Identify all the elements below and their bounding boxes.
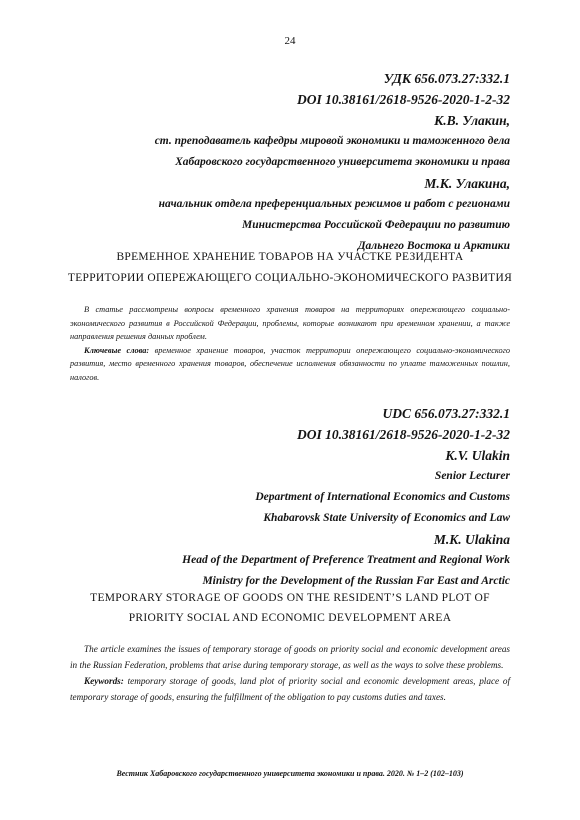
en-doi: DOI 10.38161/2618-9526-2020-1-2-32	[297, 427, 510, 442]
en-author2-affiliation: Ministry for the Development of the Russian Far East and Arctic	[202, 575, 510, 587]
ru-author2-name: М.К. Улакина,	[424, 176, 510, 191]
en-author1-affiliation: Khabarovsk State University of Economics and Law	[263, 512, 510, 524]
ru-title-line-2: ТЕРРИТОРИИ ОПЕРЕЖАЮЩЕГО СОЦИАЛЬНО-ЭКОНОМИЧЕСКОГО РАЗВИТИЯ	[67, 272, 513, 284]
en-keywords-text: temporary storage of goods, land plot of priority social and economic development areas, place of temporary storage of goods, ensuring the fulfillment of the obligation to pay customs duties and taxes.	[70, 676, 510, 702]
ru-author2-affiliation-2: Дальнего Востока и Арктики	[357, 240, 510, 252]
journal-footer: Вестник Хабаровского государственного университета экономики и права. 2020. № 1–2 (102–103)	[116, 769, 464, 778]
en-header-block	[182, 403, 510, 592]
ru-abstract-block	[70, 303, 510, 384]
page-number: 24	[284, 35, 296, 47]
en-keywords-label: Keywords:	[84, 676, 124, 686]
ru-abstract: В статье рассмотрены вопросы временного хранения товаров на территориях опережающего социально-экономического развития в Российской Федерации, проблемы, которые возникают при временном хранении, а также направления решения данных проблем.	[70, 305, 510, 341]
en-author1-position: Senior Lecturer	[434, 470, 510, 482]
en-keywords	[70, 673, 510, 705]
ru-header-block	[155, 68, 510, 257]
en-author1-department: Department of International Economics and Customs	[255, 491, 510, 503]
ru-doi: DOI 10.38161/2618-9526-2020-1-2-32	[297, 92, 510, 107]
ru-keywords-text: временное хранение товаров, участок территории опережающего социально-экономического развития, место временного хранения товаров, обеспечение исполнения обязанности по уплате таможенных пошлин, налогов.	[70, 345, 510, 382]
ru-keywords	[70, 344, 510, 385]
ru-author2-position: начальник отдела преференциальных режимов и работ с регионами	[158, 198, 510, 210]
ru-author2-affiliation-1: Министерства Российской Федерации по развитию	[241, 219, 510, 231]
en-title-line-2: PRIORITY SOCIAL AND ECONOMIC DEVELOPMENT AREA	[128, 612, 452, 624]
en-udc: UDC 656.073.27:332.1	[382, 406, 510, 421]
en-abstract: The article examines the issues of temporary storage of goods on priority social and economic development areas in the Russian Federation, problems that arise during temporary storage, as well as the ways to solve these problems.	[70, 644, 510, 670]
ru-author1-affiliation: Хабаровского государственного университета экономики и права	[175, 156, 510, 168]
ru-udk: УДК 656.073.27:332.1	[383, 71, 510, 86]
en-author2-position: Head of the Department of Preference Treatment and Regional Work	[182, 554, 510, 566]
ru-keywords-label: Ключевые слова:	[84, 345, 150, 355]
ru-title-line-1: ВРЕМЕННОЕ ХРАНЕНИЕ ТОВАРОВ НА УЧАСТКЕ РЕЗИДЕНТА	[116, 251, 464, 263]
en-title-line-1: TEMPORARY STORAGE OF GOODS ON THE RESIDENT’S LAND PLOT OF	[90, 592, 490, 604]
en-author1-name: K.V. Ulakin	[445, 448, 510, 463]
ru-author1-name: К.В. Улакин,	[434, 113, 510, 128]
en-abstract-block	[70, 641, 510, 705]
ru-author1-position: ст. преподаватель кафедры мировой экономики и таможенного дела	[154, 135, 510, 147]
en-author2-name: M.K. Ulakina	[433, 532, 510, 547]
